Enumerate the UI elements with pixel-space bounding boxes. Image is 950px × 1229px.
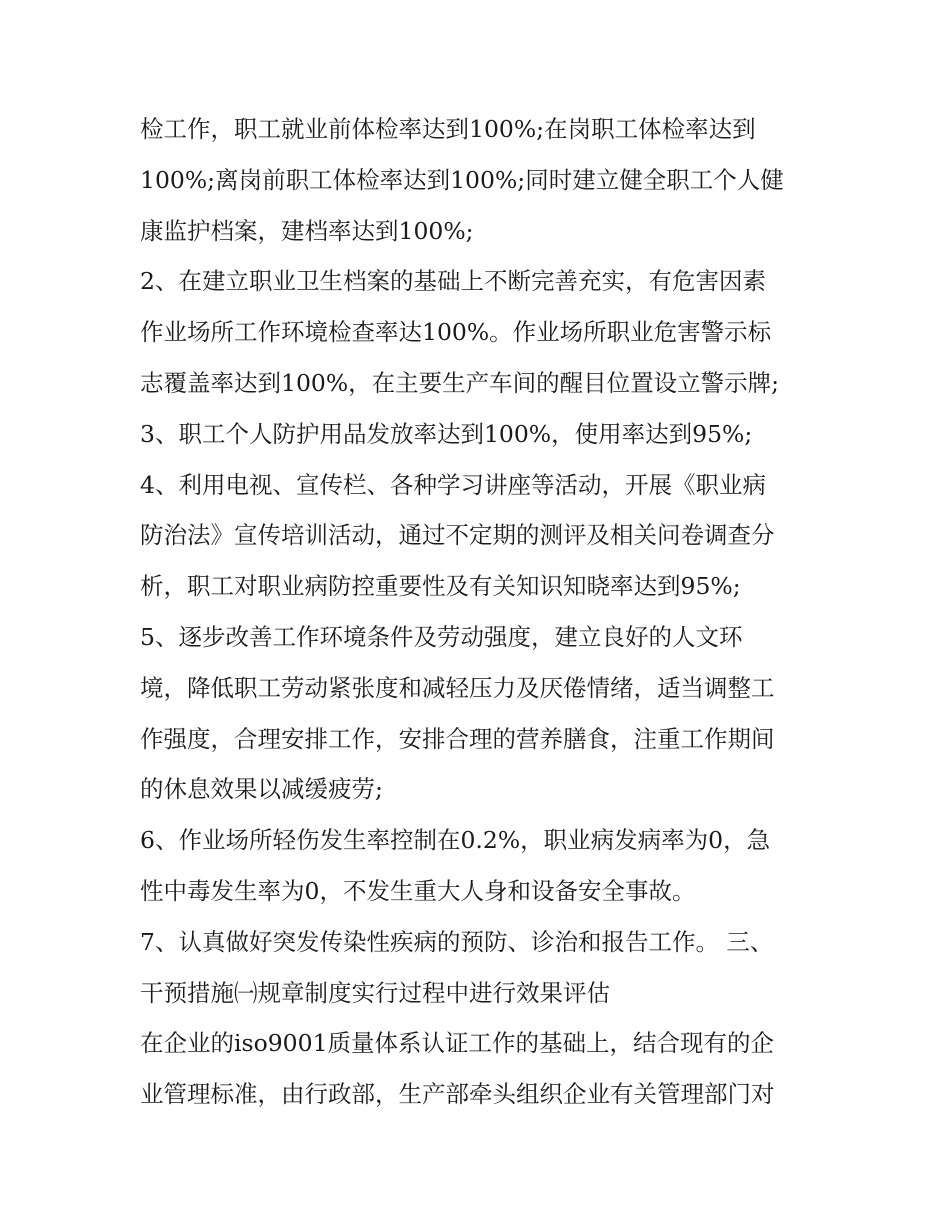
text-line: 100%;离岗前职工体检率达到100%;同时建立健全职工个人健 — [140, 165, 784, 194]
text-line: 检工作，职工就业前体检率达到100%;在岗职工体检率达到 — [140, 115, 756, 143]
text-line: 2、在建立职业卫生档案的基础上不断完善充实，有危害因素 — [140, 267, 766, 296]
text-line: 7、认真做好突发传染性疾病的预防、诊治和报告工作。 三、 — [140, 927, 774, 956]
text-line: 作业场所工作环境检查率达100%。作业场所职业危害警示标 — [140, 318, 772, 347]
text-line: 干预措施㈠规章制度实行过程中进行效果评估 — [140, 978, 610, 1007]
text-line: 作强度，合理安排工作，安排合理的营养膳食，注重工作期间 — [140, 724, 775, 753]
text-line: 在企业的iso9001质量体系认证工作的基础上，结合现有的企 — [140, 1029, 775, 1058]
text-line: 的休息效果以减缓疲劳; — [140, 775, 383, 804]
text-line: 防治法》宣传培训活动，通过不定期的测评及相关问卷调查分 — [140, 521, 775, 550]
text-line: 6、作业场所轻伤发生率控制在0.2%，职业病发病率为0，急 — [140, 826, 771, 855]
text-line: 3、职工个人防护用品发放率达到100%，使用率达到95%; — [140, 419, 753, 448]
text-line: 康监护档案，建档率达到100%; — [140, 216, 474, 245]
text-line: 志覆盖率达到100%，在主要生产车间的醒目位置设立警示牌; — [140, 368, 780, 397]
text-line: 性中毒发生率为0，不发生重大人身和设备安全事故。 — [140, 876, 696, 905]
text-line: 境，降低职工劳动紧张度和减轻压力及厌倦情绪，适当调整工 — [140, 673, 775, 702]
text-line: 业管理标准，由行政部，生产部牵头组织企业有关管理部门对 — [140, 1080, 775, 1109]
document-body — [140, 104, 830, 1120]
text-line: 5、逐步改善工作环境条件及劳动强度，建立良好的人文环 — [140, 622, 743, 651]
text-line: 析，职工对职业病防控重要性及有关知识知晓率达到95%; — [140, 572, 741, 601]
text-line: 4、利用电视、宣传栏、各种学习讲座等活动，开展《职业病 — [140, 470, 766, 499]
